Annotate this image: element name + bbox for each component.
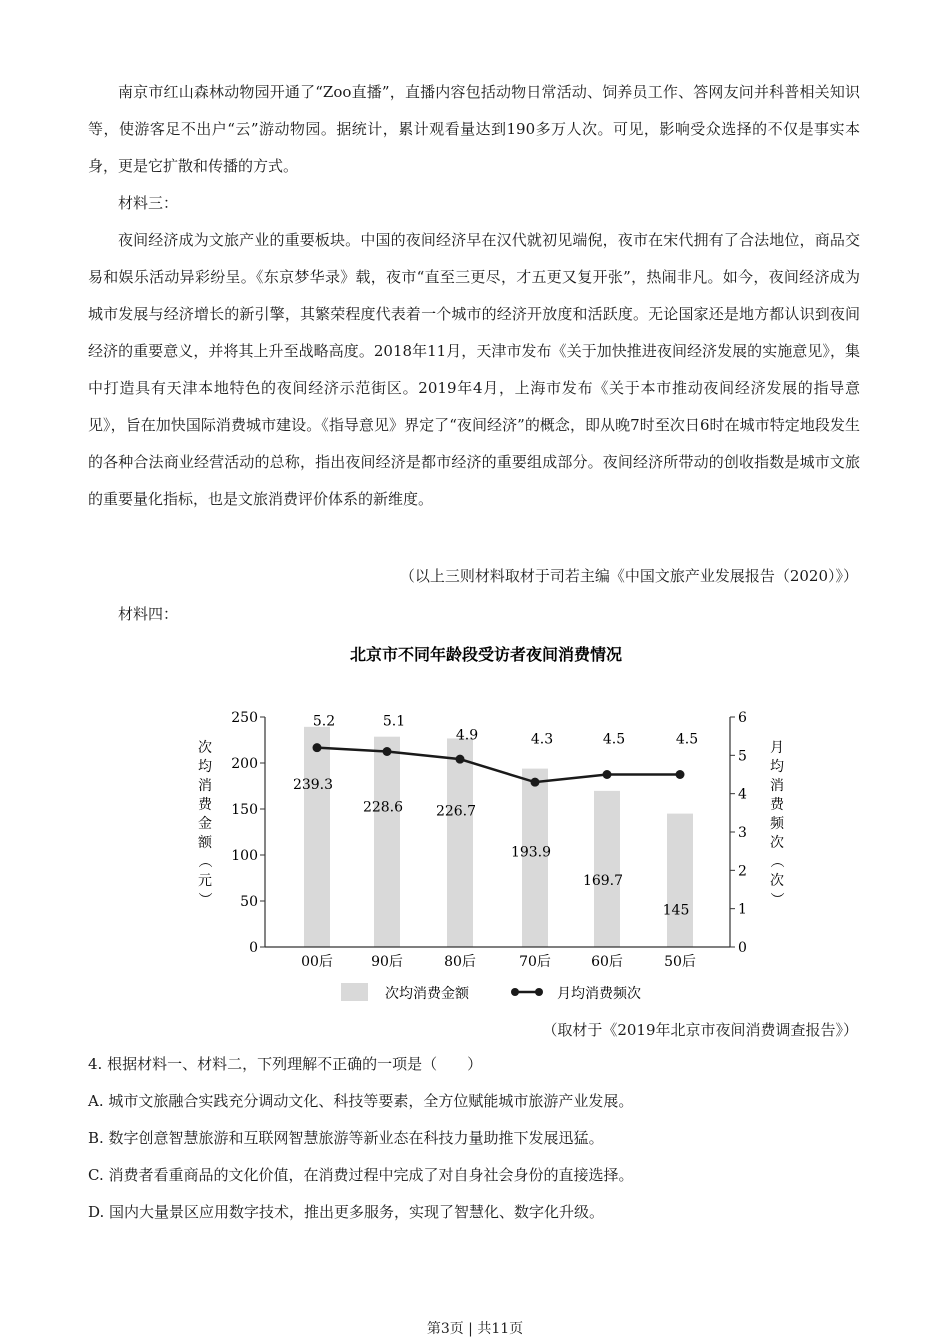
legend-line-point <box>511 988 519 996</box>
tick-label-left: 150 <box>231 802 258 818</box>
option-a: A. 城市文旅融合实践充分调动文化、科技等要素，全方位赋能城市旅游产业发展。 <box>88 1092 634 1110</box>
x-tick-label: 50后 <box>664 954 696 970</box>
y-axis-label-left <box>196 740 213 906</box>
tick-label-left: 250 <box>231 710 258 726</box>
axis-label-char: 元 <box>198 873 212 889</box>
axis-label-char: 额 <box>198 835 212 851</box>
bar-value-label: 145 <box>662 902 690 919</box>
bar <box>447 738 473 947</box>
chart-title: 北京市不同年龄段受访者夜间消费情况 <box>349 645 623 664</box>
x-tick-label: 00后 <box>301 954 333 970</box>
axis-label-char: 金 <box>198 816 212 832</box>
question-stem: 4. 根据材料一、材料二，下列理解不正确的一项是（ ） <box>88 1055 483 1073</box>
line-point <box>383 747 392 756</box>
tick-label-right: 6 <box>738 710 747 726</box>
material-four-label: 材料四： <box>118 605 179 623</box>
bar-value-label: 226.7 <box>435 803 477 820</box>
line-point <box>313 743 322 752</box>
tick-label-right: 5 <box>738 748 747 765</box>
source-note-1: （以上三则材料取材于司若主编《中国文旅产业发展报告（2020）》） <box>399 567 858 585</box>
option-d: D. 国内大量景区应用数字技术，推出更多服务，实现了智慧化、数字化升级。 <box>88 1203 605 1221</box>
paragraph-night-economy: 夜间经济成为文旅产业的重要板块。中国的夜间经济早在汉代就初见端倪，夜市在宋代拥有了合法地位，商品交易和娱乐活动异彩纷呈。《东京梦华录》载，夜市“直至三更尽，才五更又复开张”，热闹非凡。如今，夜间经济成为城市发展与经济增长的新引擎，其繁荣程度代表着一个城市的经济开放度和活跃度。无论国家还是地方都认识到夜间经济的重要意义，并将其上升至战略高度。2018年11月，天津市发布《关于加快推进夜间经济发展的实施意见》，集中打造具有天津本地特色的夜间经济示范街区。2019年4月，上海市发布《关于本市推动夜间经济发展的指导意见》，旨在加快国际消费城市建设。《指导意见》界定了“夜间经济”的概念，即从晚7时至次日6时在城市特定地段发生的各种合法商业经营活动的总称，指出夜间经济是都市经济的重要组成部分。夜间经济所带动的创收指数是城市文旅的重要量化指标，也是文旅消费评价体系的新维度。 <box>88 231 860 508</box>
tick-label-left: 200 <box>231 756 258 772</box>
axis-label-char: 均 <box>198 759 212 775</box>
axis-label-char: 消 <box>198 778 212 794</box>
axis-label-char: 均 <box>770 759 784 775</box>
axis-label-char: 费 <box>770 797 784 813</box>
axis-label-char: 频 <box>770 816 784 832</box>
bar-value-label: 228.6 <box>362 799 404 816</box>
night-consumption-chart <box>0 630 950 1010</box>
line-point <box>676 770 685 779</box>
bar <box>594 791 620 947</box>
bar-value-label: 193.9 <box>510 844 552 861</box>
axis-label-char: ） <box>768 892 784 906</box>
paragraph-zoo: 南京市红山森林动物园开通了“Zoo直播”，直播内容包括动物日常活动、饲养员工作、答网友问并科普相关知识等，使游客足不出户“云”游动物园。据统计，累计观看量达到190多万人次。可见，影响受众选择的不仅是事实本身，更是它扩散和传播的方式。 <box>88 83 860 175</box>
legend-line-label: 月均消费频次 <box>557 986 641 1002</box>
axis-label-char: 月 <box>770 740 784 756</box>
line-value-label: 5.2 <box>312 713 336 730</box>
line-point <box>456 755 465 764</box>
bar <box>374 737 400 947</box>
axis-label-char: ） <box>196 892 212 906</box>
bar-value-label: 239.3 <box>292 776 334 793</box>
line-value-label: 4.3 <box>530 731 554 748</box>
x-tick-label: 70后 <box>519 954 551 970</box>
legend-bar-swatch <box>341 983 368 1001</box>
x-tick-label: 60后 <box>591 954 623 970</box>
line-series-path <box>317 748 680 783</box>
line-value-label: 4.5 <box>675 731 699 748</box>
bar <box>667 814 693 947</box>
tick-label-left: 50 <box>240 894 258 910</box>
line-value-label: 4.5 <box>602 731 626 748</box>
source-note-2: （取材于《2019年北京市夜间消费调查报告》） <box>542 1021 858 1039</box>
option-c: C. 消费者看重商品的文化价值，在消费过程中完成了对自身社会身份的直接选择。 <box>88 1166 634 1184</box>
tick-label-left: 100 <box>231 848 258 864</box>
tick-label-right: 4 <box>738 786 747 803</box>
axis-label-char: 次 <box>198 740 212 756</box>
y-axis-label-right <box>768 740 785 906</box>
axis-label-char: （ <box>196 854 212 868</box>
line-point <box>603 770 612 779</box>
option-b: B. 数字创意智慧旅游和互联网智慧旅游等新业态在科技力量助推下发展迅猛。 <box>88 1129 604 1147</box>
line-point <box>531 778 540 787</box>
x-tick-label: 80后 <box>444 954 476 970</box>
bar <box>304 727 330 947</box>
axis-label-char: 消 <box>770 778 784 794</box>
axis-label-char: 费 <box>198 797 212 813</box>
tick-label-right: 2 <box>738 863 747 880</box>
material-three-label: 材料三： <box>118 194 179 212</box>
tick-label-right: 0 <box>738 940 747 956</box>
legend-bar-label: 次均消费金额 <box>385 986 469 1002</box>
legend-line-point <box>535 988 543 996</box>
page-footer: 第3页 | 共11页 <box>426 1321 524 1337</box>
tick-label-right: 3 <box>738 825 747 841</box>
line-value-label: 4.9 <box>455 727 479 744</box>
axis-label-char: 次 <box>770 835 784 851</box>
line-value-label: 5.1 <box>382 713 406 730</box>
bar-value-label: 169.7 <box>582 872 624 889</box>
axis-label-char: （ <box>768 854 784 868</box>
x-tick-label: 90后 <box>371 954 403 970</box>
axis-label-char: 次 <box>770 873 784 889</box>
tick-label-left: 0 <box>249 940 258 956</box>
tick-label-right: 1 <box>738 901 747 918</box>
